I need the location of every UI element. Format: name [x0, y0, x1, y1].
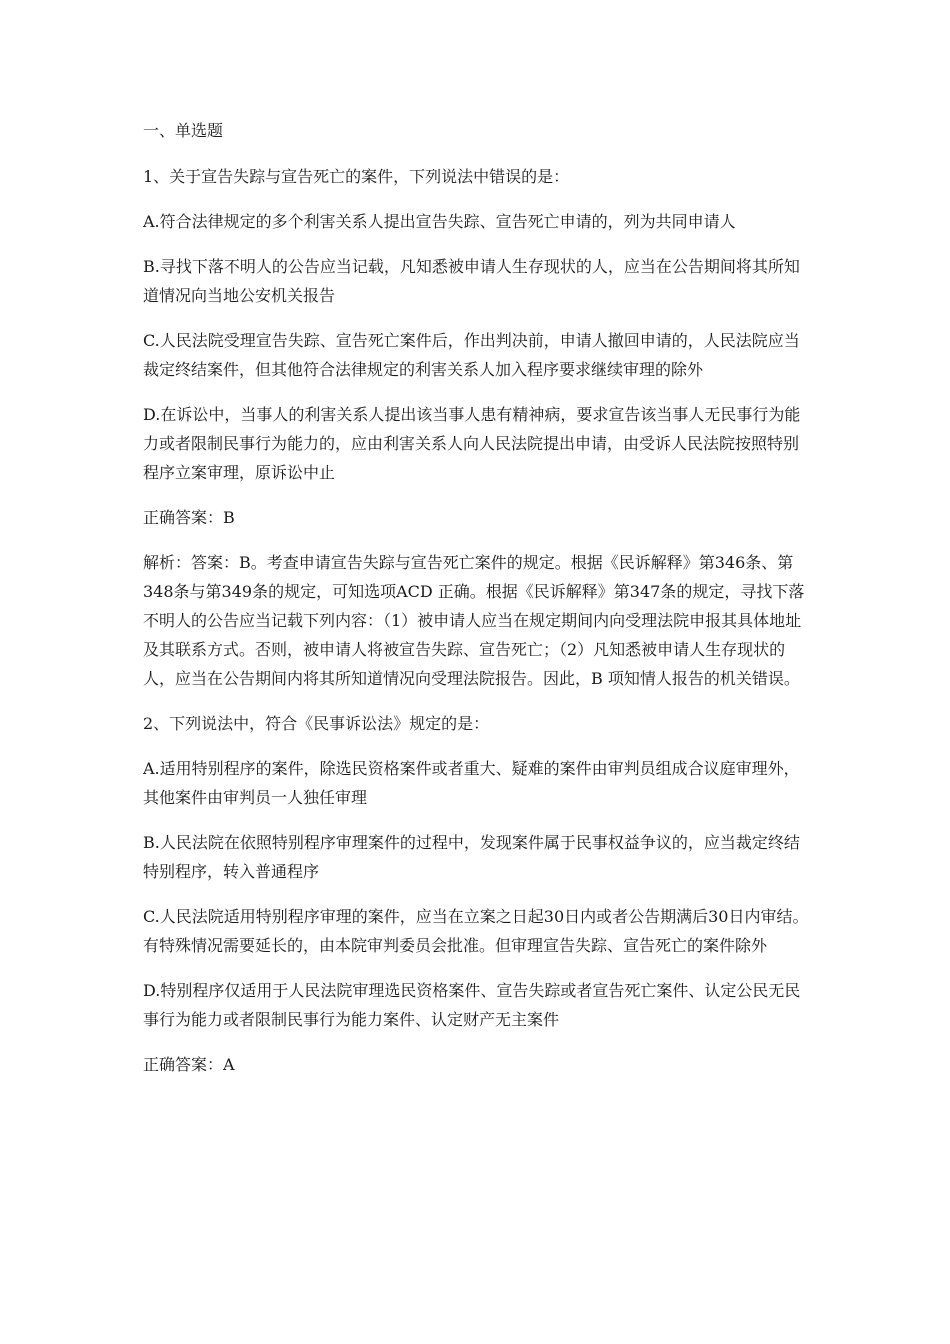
- question-1-stem: 1、关于宣告失踪与宣告死亡的案件，下列说法中错误的是：: [143, 167, 570, 186]
- question-2-option-c: C.人民法院适用特别程序审理的案件，应当在立案之日起30日内或者公告期满后30日内审结。有特殊情况需要延长的，由本院审判委员会批准。但审理宣告失踪、宣告死亡的案件除外: [143, 907, 809, 955]
- section-title: 一、单选题: [143, 121, 224, 140]
- question-2-option-d: D.特别程序仅适用于人民法院审理选民资格案件、宣告失踪或者宣告死亡案件、认定公民无民事行为能力或者限制民事行为能力案件、认定财产无主案件: [143, 981, 801, 1029]
- question-2-answer: 正确答案：A: [143, 1055, 235, 1074]
- question-1-option-b: B.寻找下落不明人的公告应当记载，凡知悉被申请人生存现状的人，应当在公告期间将其所知道情况向当地公安机关报告: [143, 257, 800, 305]
- document-page: [143, 116, 811, 1095]
- question-1-answer: 正确答案：B: [143, 508, 235, 527]
- question-2-option-b: B.人民法院在依照特别程序审理案件的过程中，发现案件属于民事权益争议的，应当裁定终结特别程序，转入普通程序: [143, 833, 800, 881]
- question-1-option-d: D.在诉讼中，当事人的利害关系人提出该当事人患有精神病，要求宣告该当事人无民事行为能力或者限制民事行为能力的，应由利害关系人向人民法院提出申请，由受诉人民法院按照特别程序立案审理，原诉讼中止: [143, 405, 801, 482]
- question-1-option-a: A.符合法律规定的多个利害关系人提出宣告失踪、宣告死亡申请的，列为共同申请人: [143, 212, 736, 231]
- question-2-stem: 2、下列说法中，符合《民事诉讼法》规定的是：: [143, 714, 490, 733]
- question-1-option-c: C.人民法院受理宣告失踪、宣告死亡案件后，作出判决前，申请人撤回申请的，人民法院应当裁定终结案件，但其他符合法律规定的利害关系人加入程序要求继续审理的除外: [143, 331, 800, 379]
- question-1-analysis: 解析：答案：B。考查申请宣告失踪与宣告死亡案件的规定。根据《民诉解释》第346条、第348条与第349条的规定，可知选项ACD 正确。根据《民诉解释》第347条的规定，寻找下落不明人的公告应当记载下列内容：（1）被申请人应当在规定期间内向受理法院申报其具体地址及其联系方式。否则，被申请人将被宣告失踪、宣告死亡；（2）凡知悉被申请人生存现状的人，应当在公告期间内将其所知道情况向受理法院报告。因此，B 项知情人报告的机关错误。: [143, 553, 805, 688]
- question-2-option-a: A.适用特别程序的案件，除选民资格案件或者重大、疑难的案件由审判员组成合议庭审理外，其他案件由审判员一人独任审理: [143, 759, 800, 807]
